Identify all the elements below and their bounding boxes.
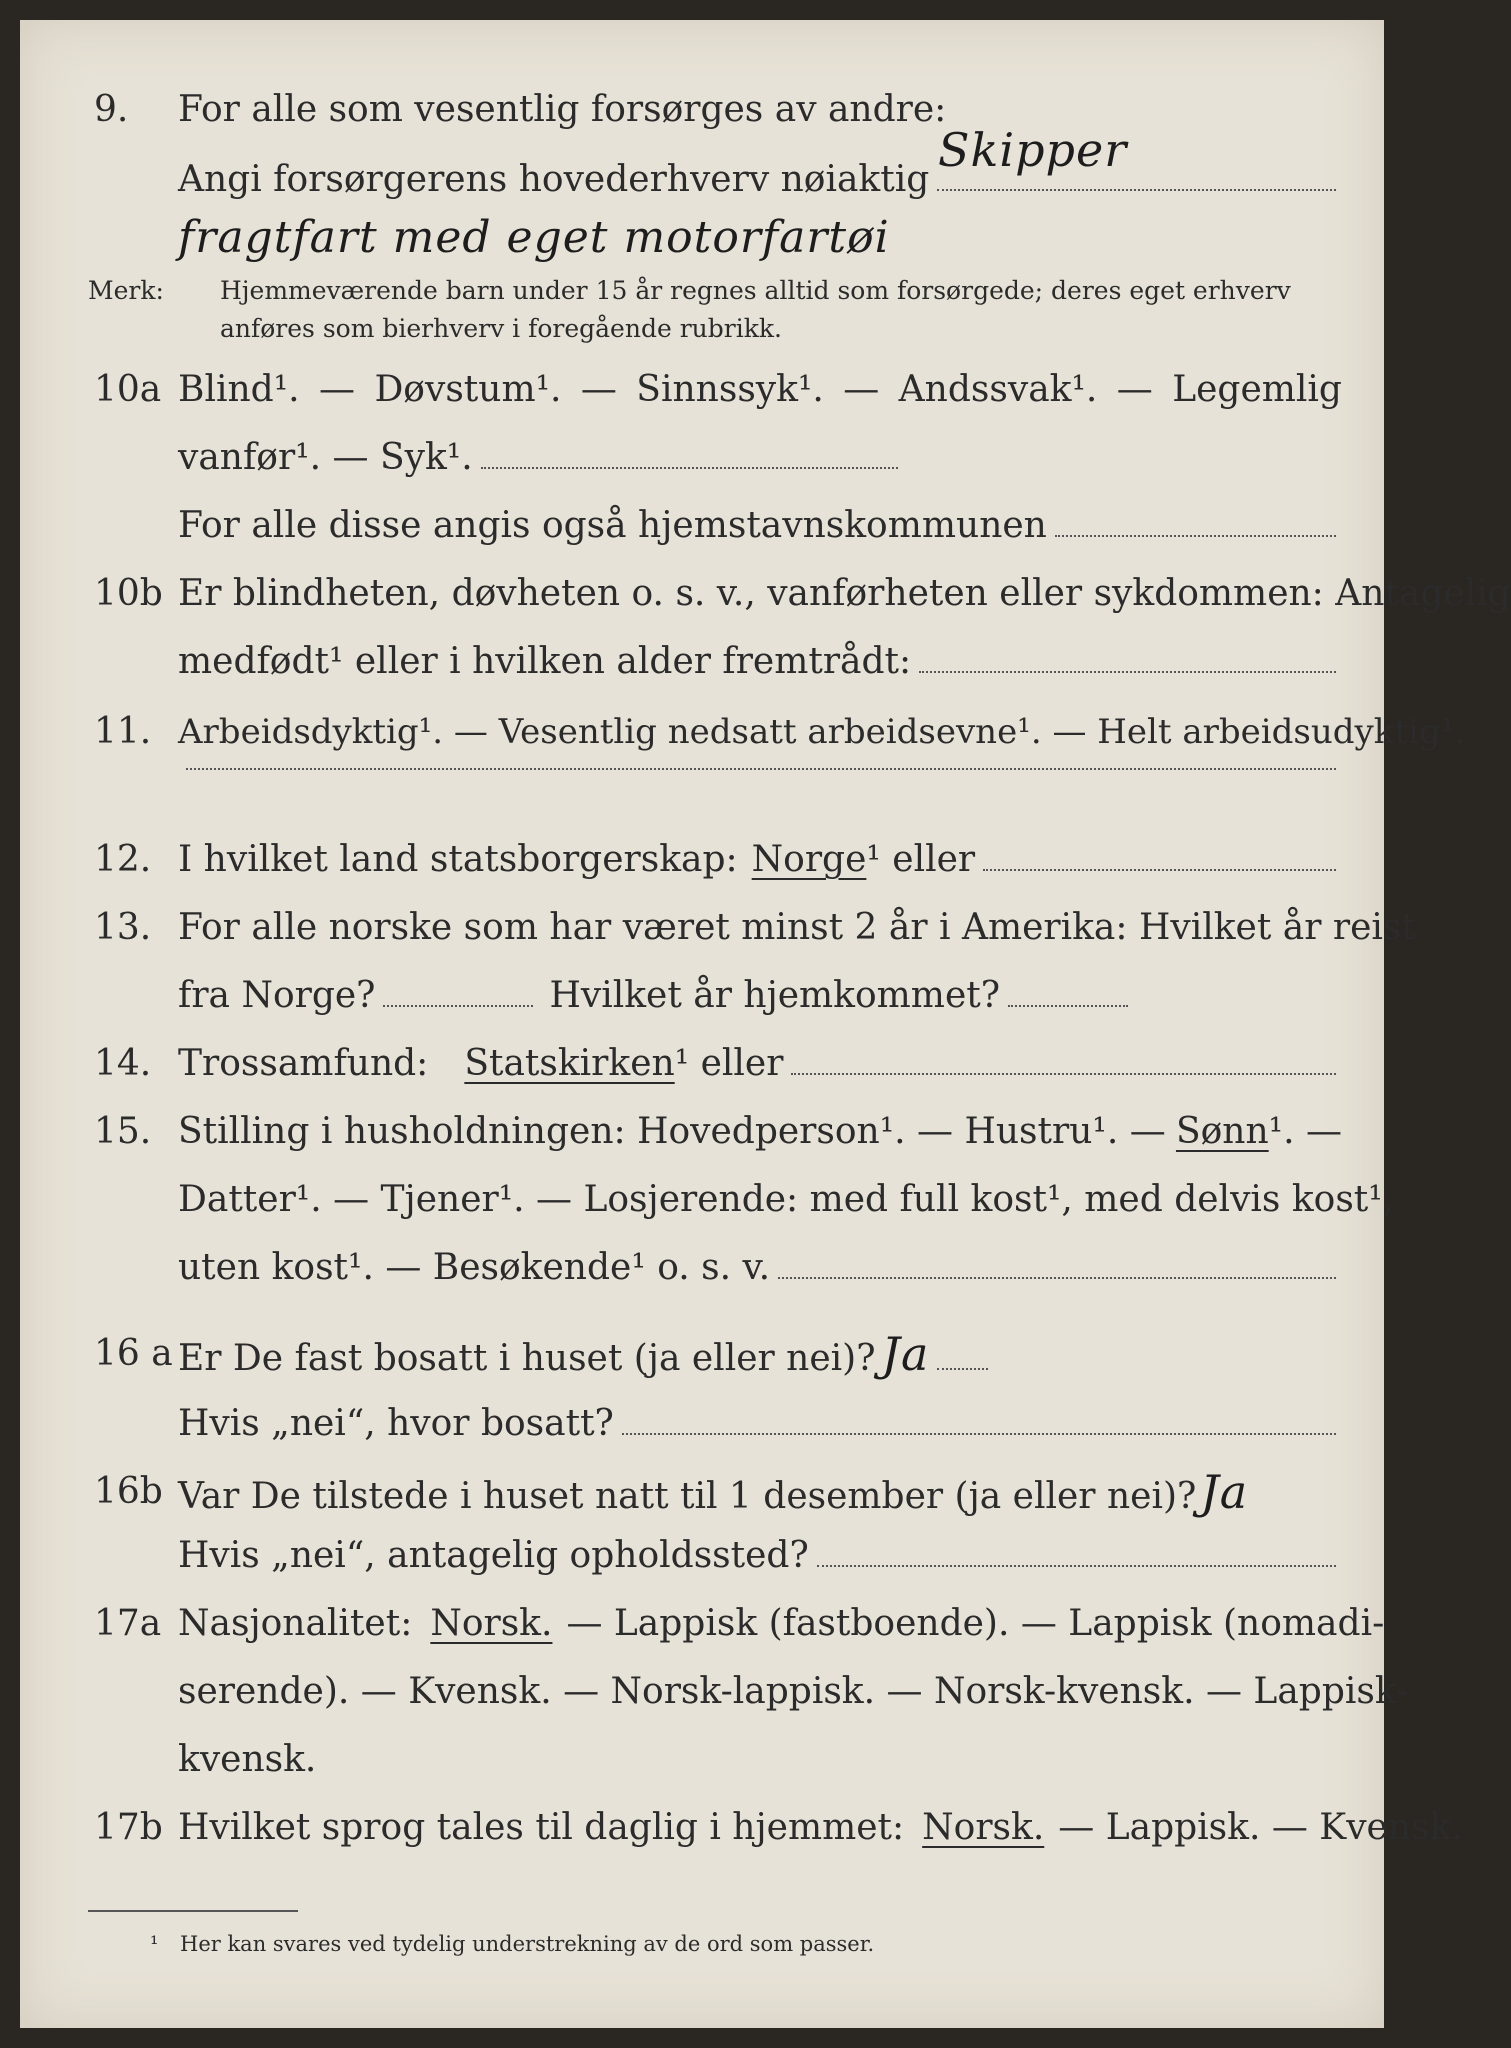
handwritten-answer: fragtfart med eget motorfartøi xyxy=(178,212,890,263)
question-text: Var De tilstede i huset natt til 1 desember (ja eller nei)? xyxy=(178,1476,1197,1517)
question-text: I hvilket land statsborgerskap: xyxy=(178,839,738,880)
question-text: Trossamfund: xyxy=(178,1043,429,1084)
question-13-line1 xyxy=(20,906,1416,950)
footnote-text: Her kan svares ved tydelig understrekning av de ord som passer. xyxy=(180,1932,875,1956)
option-label[interactable]: Sinnssyk¹. xyxy=(636,369,824,410)
question-text: kvensk. xyxy=(178,1739,317,1780)
question-text: For alle som vesentlig forsørges av andre: xyxy=(178,89,947,130)
footnote-mark: ¹ xyxy=(150,1932,159,1956)
selected-option[interactable]: Norge xyxy=(751,839,867,880)
question-10a-line3 xyxy=(20,504,1384,548)
answer-line[interactable] xyxy=(622,1433,1336,1435)
question-text: medfødt¹ eller i hvilken alder fremtrådt: xyxy=(178,641,912,682)
note-text: Hjemmeværende barn under 15 år regnes alltid som forsørgede; deres eget erhverv xyxy=(220,276,1291,305)
question-number: 14. xyxy=(94,1043,152,1084)
answer-line[interactable] xyxy=(817,1565,1336,1567)
question-10b-line2 xyxy=(20,640,1384,684)
question-15-line2 xyxy=(20,1178,1395,1222)
question-text: Angi forsørgerens hovederhverv nøiaktig xyxy=(178,159,930,200)
question-14 xyxy=(20,1042,1384,1086)
question-number: 15. xyxy=(94,1111,152,1152)
question-text: Datter¹. — Tjener¹. — Losjerende: med full kost¹, med delvis kost¹, xyxy=(178,1179,1395,1220)
option-label[interactable]: Legemlig xyxy=(1172,369,1342,410)
question-number: 10a xyxy=(94,369,162,410)
question-15-line1 xyxy=(20,1110,1384,1154)
question-16a-line1 xyxy=(20,1327,1384,1381)
question-17b xyxy=(20,1806,1463,1850)
question-text: — Lappisk (fastboende). — Lappisk (nomadi- xyxy=(566,1603,1385,1644)
question-text: Arbeidsdyktig¹. — Vesentlig nedsatt arbeidsevne¹. — Helt arbeidsudyktig¹. xyxy=(178,712,1466,752)
question-text: uten kost¹. — Besøkende¹ o. s. v. xyxy=(178,1247,771,1288)
question-number: 16 a xyxy=(94,1333,173,1374)
footnote xyxy=(20,1930,1384,1958)
question-number: 16b xyxy=(94,1471,163,1512)
option-label[interactable]: Blind¹. xyxy=(178,369,300,410)
footnote-divider xyxy=(88,1910,298,1912)
question-text: ¹ eller xyxy=(674,1043,784,1084)
question-text: fra Norge? xyxy=(178,975,376,1016)
selected-option[interactable]: Norsk. xyxy=(430,1603,553,1644)
option-label[interactable]: Andssvak¹. xyxy=(898,369,1098,410)
question-10a-line1 xyxy=(20,368,1384,412)
option-label[interactable]: Døvstum¹. xyxy=(374,369,562,410)
answer-line[interactable] xyxy=(778,1277,1336,1279)
handwritten-answer: Ja xyxy=(1200,1465,1249,1519)
question-text: — Lappisk. — Kvensk. xyxy=(1058,1807,1463,1848)
note-merk-line2 xyxy=(20,312,1384,346)
question-text: Hvilket år hjemkommet? xyxy=(549,975,1001,1016)
question-10b-line1 xyxy=(20,572,1511,616)
question-text: Nasjonalitet: xyxy=(178,1603,413,1644)
answer-line[interactable] xyxy=(919,671,1336,673)
question-16a-line2 xyxy=(20,1402,1384,1446)
answer-line[interactable] xyxy=(1055,535,1336,537)
question-12 xyxy=(20,838,1384,882)
question-17a-line1 xyxy=(20,1602,1384,1646)
question-text: For alle disse angis også hjemstavnskommunen xyxy=(178,505,1047,546)
question-16b-line1 xyxy=(20,1465,1384,1519)
option-separator: — xyxy=(1116,369,1153,410)
question-number: 10b xyxy=(94,573,163,614)
question-number: 17a xyxy=(94,1603,162,1644)
question-13-line2 xyxy=(20,974,1384,1018)
note-merk-line1 xyxy=(20,274,1384,308)
question-10a-line2 xyxy=(20,436,1384,480)
answer-line[interactable] xyxy=(983,869,1336,871)
question-9-line1 xyxy=(20,88,1384,132)
census-form-page xyxy=(20,20,1511,2028)
answer-line[interactable] xyxy=(791,1073,1336,1075)
question-options xyxy=(178,368,1342,412)
question-text: Hvis „nei“, antagelig opholdssted? xyxy=(178,1535,809,1576)
question-15-line3 xyxy=(20,1246,1384,1290)
question-text: Stilling i husholdningen: Hovedperson¹. — Hustru¹. — xyxy=(178,1111,1166,1152)
question-text: Er De fast bosatt i huset (ja eller nei)? xyxy=(178,1338,876,1379)
question-number: 12. xyxy=(94,839,152,880)
selected-option[interactable]: Statskirken xyxy=(464,1043,675,1084)
question-11-answer-line xyxy=(20,768,1384,812)
selected-option[interactable]: Norsk. xyxy=(922,1807,1045,1848)
question-text: Hvilket sprog tales til daglig i hjemmet: xyxy=(178,1807,905,1848)
question-11-line1 xyxy=(20,710,1466,754)
question-text: serende). — Kvensk. — Norsk-lappisk. — Norsk-kvensk. — Lappisk- xyxy=(178,1671,1409,1712)
answer-line[interactable] xyxy=(481,467,898,469)
answer-line[interactable] xyxy=(1008,1005,1128,1007)
answer-line[interactable] xyxy=(937,189,1336,191)
note-text: anføres som bierhverv i foregående rubrikk. xyxy=(220,314,782,343)
question-9-line2 xyxy=(20,123,1384,202)
question-number: 17b xyxy=(94,1807,163,1848)
question-text: vanfør¹. — Syk¹. xyxy=(178,437,473,478)
question-text: For alle norske som har været minst 2 år i Amerika: Hvilket år reist xyxy=(178,907,1416,948)
note-label: Merk: xyxy=(88,276,164,305)
question-text: ¹ eller xyxy=(866,839,976,880)
option-separator: — xyxy=(843,369,880,410)
option-separator: — xyxy=(319,369,356,410)
answer-line[interactable] xyxy=(186,768,1336,770)
answer-line[interactable] xyxy=(937,1368,988,1370)
handwritten-answer: Ja xyxy=(881,1327,930,1381)
question-16b-line2 xyxy=(20,1534,1384,1578)
question-text: Hvis „nei“, hvor bosatt? xyxy=(178,1403,614,1444)
handwritten-answer: Skipper xyxy=(938,123,1128,177)
question-number: 13. xyxy=(94,907,152,948)
question-number: 9. xyxy=(94,89,129,130)
answer-line[interactable] xyxy=(383,1005,533,1007)
option-separator: — xyxy=(580,369,617,410)
selected-option[interactable]: Sønn xyxy=(1175,1111,1269,1152)
question-number: 11. xyxy=(94,711,152,752)
question-9-line3 xyxy=(20,212,1384,263)
question-text: ¹. — xyxy=(1268,1111,1342,1152)
question-text: Er blindheten, døvheten o. s. v., vanførheten eller sykdommen: Antagelig xyxy=(178,573,1511,614)
question-17a-line3 xyxy=(20,1738,1384,1782)
question-17a-line2 xyxy=(20,1670,1409,1714)
